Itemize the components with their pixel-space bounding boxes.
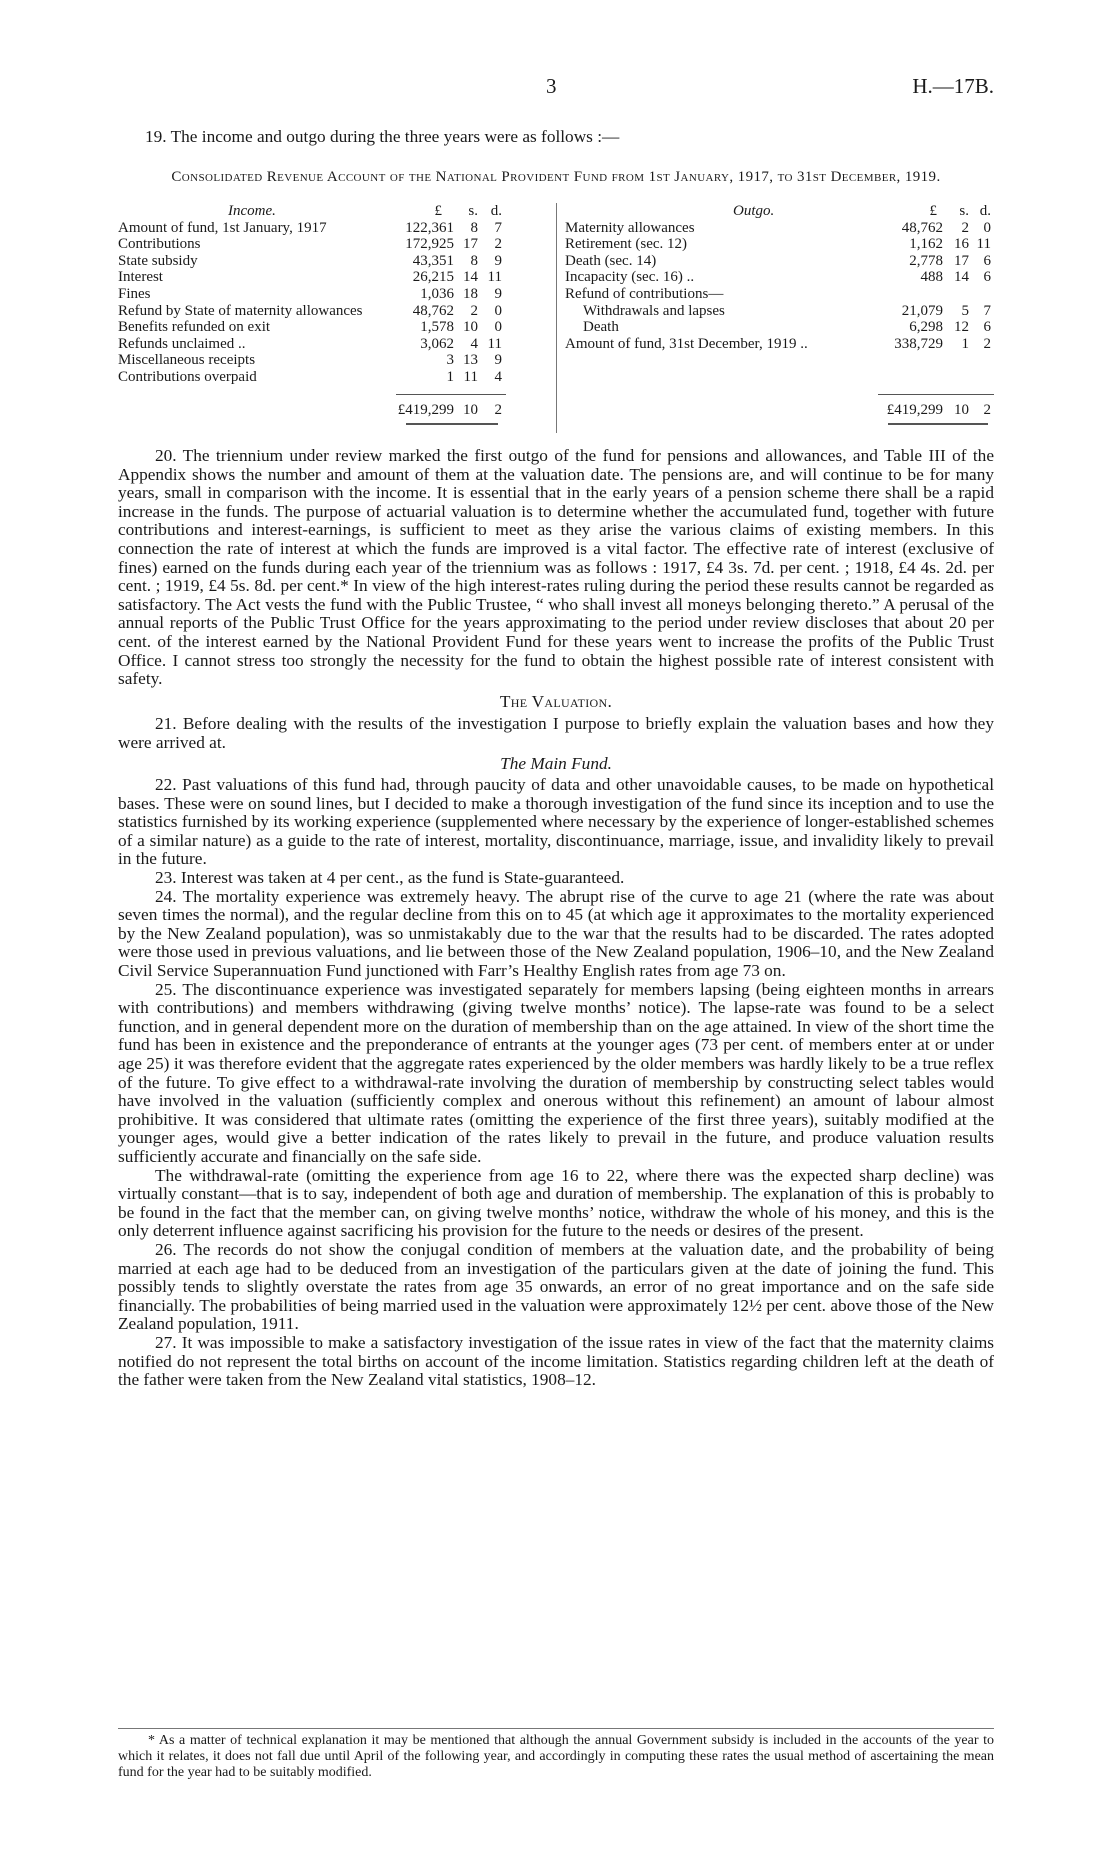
outgo-total-shillings: 10 bbox=[954, 402, 969, 418]
outgo-row-pence: 6 bbox=[983, 252, 991, 269]
income-row-pence: 11 bbox=[487, 335, 502, 352]
column-divider bbox=[556, 203, 557, 433]
income-rows bbox=[118, 220, 548, 386]
pence-col-header: d. bbox=[979, 203, 991, 219]
outgo-heading: Outgo. bbox=[733, 203, 775, 219]
outgo-row-pounds: 48,762 bbox=[901, 219, 943, 236]
outgo-row-label: Withdrawals and lapses bbox=[583, 302, 725, 319]
outgo-row-pounds: 1,162 bbox=[909, 236, 943, 253]
income-row-pounds: 3 bbox=[446, 352, 454, 369]
income-row-label: Refunds unclaimed .. bbox=[118, 335, 246, 352]
income-row-pounds: 43,351 bbox=[412, 252, 454, 269]
outgo-header-row bbox=[565, 203, 994, 220]
income-row-pence: 9 bbox=[494, 352, 502, 369]
income-column bbox=[118, 203, 548, 386]
income-row-pence: 0 bbox=[494, 319, 502, 336]
shillings-col-header: s. bbox=[468, 203, 478, 219]
income-row bbox=[118, 319, 548, 336]
outgo-row-shillings: 1 bbox=[961, 335, 969, 352]
income-row-label: Miscellaneous receipts bbox=[118, 352, 256, 369]
income-row-shillings: 8 bbox=[470, 219, 478, 236]
income-row-label: Amount of fund, 1st January, 1917 bbox=[118, 219, 327, 236]
paragraph-25-continued: The withdrawal-rate (omitting the experience from age 16 to 22, where there was the expected sharp decline) was virtually constant—that is to say, independent of both age and duration of membership. The explanation of this is probably to be found in the fact that the member can, on giving twelve months’ notice, withdraw the whole of his money, and this is the only deterrent influence against sacrificing his provision for the future to the needs or desires of the present. bbox=[118, 1165, 994, 1241]
paragraph-27: 27. It was impossible to make a satisfactory investigation of the issue rates in view of the fact that the maternity claims notified do not represent the total births on account of the income limitation. Statistics regarding children left at the death of the father were taken from the New Zealand vital statistics, 1908–12. bbox=[118, 1332, 994, 1390]
outgo-row-pence: 0 bbox=[983, 219, 991, 236]
income-row-label: Refund by State of maternity allowances bbox=[118, 302, 363, 319]
income-row-label: Contributions bbox=[118, 236, 201, 253]
income-row-shillings: 11 bbox=[463, 368, 478, 385]
section-heading-valuation: The Valuation. bbox=[499, 691, 613, 711]
outgo-total-pounds: £419,299 bbox=[886, 402, 943, 418]
outgo-row-pence: 7 bbox=[983, 302, 991, 319]
outgo-row-label: Amount of fund, 31st December, 1919 .. bbox=[565, 335, 808, 352]
outgo-row-pence: 6 bbox=[983, 319, 991, 336]
income-row-label: State subsidy bbox=[118, 252, 198, 269]
outgo-row-shillings: 17 bbox=[954, 252, 969, 269]
outgo-row-shillings: 16 bbox=[954, 236, 969, 253]
outgo-double-rule bbox=[888, 423, 988, 425]
outgo-row-shillings: 5 bbox=[961, 302, 969, 319]
income-row-pounds: 26,215 bbox=[412, 269, 454, 286]
outgo-row-shillings: 14 bbox=[954, 269, 969, 286]
income-total-pounds: £419,299 bbox=[397, 402, 454, 418]
outgo-row-pounds: 488 bbox=[920, 269, 943, 286]
income-row-shillings: 10 bbox=[463, 319, 478, 336]
income-row-pence: 7 bbox=[494, 219, 502, 236]
income-row-shillings: 13 bbox=[463, 352, 478, 369]
outgo-row-label: Maternity allowances bbox=[565, 219, 695, 236]
income-row-shillings: 18 bbox=[463, 285, 478, 302]
income-row-label: Contributions overpaid bbox=[118, 368, 257, 385]
outgo-row-pence: 6 bbox=[983, 269, 991, 286]
outgo-row-pounds: 6,298 bbox=[909, 319, 943, 336]
footnote-rule bbox=[118, 1728, 994, 1729]
outgo-row bbox=[565, 236, 994, 253]
outgo-row bbox=[565, 336, 994, 353]
outgo-row bbox=[565, 286, 994, 303]
outgo-row bbox=[565, 319, 994, 336]
outgo-total-row bbox=[565, 402, 994, 419]
pounds-col-header: £ bbox=[929, 203, 937, 219]
paragraph-21: 21. Before dealing with the results of the investigation I purpose to briefly explain the valuation bases and how they were arrived at. bbox=[118, 714, 994, 752]
income-row-label: Benefits refunded on exit bbox=[118, 319, 271, 336]
outgo-row-label: Refund of contributions— bbox=[565, 285, 724, 302]
income-row-pence: 4 bbox=[494, 368, 502, 385]
pence-col-header: d. bbox=[490, 203, 502, 219]
income-row-pence: 11 bbox=[487, 269, 502, 286]
outgo-row-label: Retirement (sec. 12) bbox=[565, 236, 688, 253]
paragraph-26: 26. The records do not show the conjugal condition of members at the valuation date, and the probability of being married at each age had to be deduced from an investigation of the particulars given at the date of joining the fund. This possibly tends to slightly overstate the rates from age 35 onwards, an error of no great importance and on the safe side financially. The probabilities of being married used in the valuation were approximately 12½ per cent. above those of the New Zealand population, 1911. bbox=[118, 1239, 994, 1334]
income-row-shillings: 2 bbox=[470, 302, 478, 319]
outgo-row-pence: 11 bbox=[976, 236, 991, 253]
income-row-pounds: 172,925 bbox=[405, 236, 454, 253]
section-heading-main-fund: The Main Fund. bbox=[500, 753, 612, 773]
income-header-row bbox=[118, 203, 548, 220]
income-row bbox=[118, 303, 548, 320]
outgo-row bbox=[565, 269, 994, 286]
outgo-row-pounds: 338,729 bbox=[894, 335, 943, 352]
outgo-row-label: Death (sec. 14) bbox=[565, 252, 657, 269]
document-reference: H.—17B. bbox=[912, 74, 994, 98]
income-total-row bbox=[118, 402, 548, 419]
outgo-rows bbox=[565, 220, 994, 353]
income-row-pence: 2 bbox=[494, 236, 502, 253]
income-double-rule bbox=[406, 423, 498, 425]
outgo-row-pence: 2 bbox=[983, 335, 991, 352]
outgo-row-pounds: 2,778 bbox=[909, 252, 943, 269]
outgo-row-label: Incapacity (sec. 16) .. bbox=[565, 269, 695, 286]
body-text bbox=[118, 447, 994, 1390]
page-number: 3 bbox=[546, 74, 557, 98]
outgo-row bbox=[565, 303, 994, 320]
outgo-row bbox=[565, 253, 994, 270]
income-row-pounds: 1 bbox=[446, 368, 454, 385]
income-row-shillings: 14 bbox=[463, 269, 478, 286]
outgo-row-label: Death bbox=[583, 319, 619, 336]
paragraph-20: 20. The triennium under review marked the first outgo of the fund for pensions and allowances, and Table III of the Appendix shows the number and amount of them at the valuation date. The pensions are, and will continue to be for many years, small in comparison with the income. It is essential that in the early years of a pension scheme there shall be a rapid increase in the funds. The purpose of actuarial valuation is to determine whether the accumulated fund, together with future contributions and interest-earnings, is sufficient to meet as they arise the various claims of existing members. In this connection the rate of interest at which the funds are improved is a vital factor. The effective rate of interest (exclusive of fines) earned on the funds during each year of the triennium was as follows : 1917, £4 3s. 7d. per cent. ; 1918, £4 4s. 2d. per cent. ; 1919, £4 5s. 8d. per cent.* In view of the high interest-rates ruling during the period these results cannot be regarded as satisfactory. The Act vests the fund with the Public Trustee, “ who shall invest all moneys belonging thereto.” A perusal of the annual reports of the Public Trust Office for the years approximating to the period under review discloses that about 20 per cent. of the interest earned by the National Provident Fund for these years went to increase the profits of the Public Trust Office. I cannot stress too strongly the necessity for the fund to obtain the highest possible rate of interest consistent with safety. bbox=[118, 446, 994, 689]
income-row bbox=[118, 336, 548, 353]
income-heading: Income. bbox=[228, 203, 276, 219]
income-row bbox=[118, 286, 548, 303]
income-row bbox=[118, 236, 548, 253]
account-title: Consolidated Revenue Account of the National Provident Fund from 1st January, 1917, to 31st December, 1919. bbox=[171, 169, 941, 185]
paragraph-25: 25. The discontinuance experience was investigated separately for members lapsing (being eighteen months in arrears with contributions) and members withdrawing (giving twelve months’ notice). The lapse-rate was found to be a select function, and in general dependent more on the duration of membership than on the age attained. In view of the short time the fund has been in existence and the preponderance of entrants at the younger ages (73 per cent. of members enter at or under age 25) it was therefore evident that the aggregate rates experienced by the older members was hardly likely to be a true reflex of the future. To give effect to a withdrawal-rate involving the duration of membership by constructing select tables would have involved in the valuation (sufficiently complex and onerous without this refinement) an amount of labour almost prohibitive. It was considered that ultimate rates (omitting the experience of the first three years), suitably modified at the younger ages, would give a better indication of the rates likely to prevail in the future, and produce valuation results sufficiently accurate and financially on the safe side. bbox=[118, 979, 994, 1166]
outgo-row bbox=[565, 220, 994, 237]
income-row-label: Fines bbox=[118, 285, 151, 302]
income-row-pence: 9 bbox=[494, 285, 502, 302]
shillings-col-header: s. bbox=[959, 203, 969, 219]
income-row-shillings: 17 bbox=[463, 236, 478, 253]
outgo-total-pence: 2 bbox=[983, 402, 991, 418]
revenue-account-table bbox=[118, 203, 994, 438]
income-row bbox=[118, 369, 548, 386]
income-row-pounds: 122,361 bbox=[405, 219, 454, 236]
paragraph-19: 19. The income and outgo during the three years were as follows :— bbox=[145, 127, 620, 146]
outgo-total-rule bbox=[878, 394, 994, 395]
outgo-row-shillings: 2 bbox=[961, 219, 969, 236]
income-row-pounds: 48,762 bbox=[412, 302, 454, 319]
income-row-pounds: 1,036 bbox=[420, 285, 454, 302]
income-row-pounds: 3,062 bbox=[420, 335, 454, 352]
income-row-pence: 9 bbox=[494, 252, 502, 269]
income-row-label: Interest bbox=[118, 269, 163, 286]
income-row bbox=[118, 253, 548, 270]
outgo-row-pounds: 21,079 bbox=[901, 302, 943, 319]
page-header bbox=[118, 74, 994, 98]
income-row-pounds: 1,578 bbox=[420, 319, 454, 336]
pounds-col-header: £ bbox=[434, 203, 442, 219]
income-row-shillings: 8 bbox=[470, 252, 478, 269]
outgo-column bbox=[565, 203, 994, 352]
income-row bbox=[118, 220, 548, 237]
outgo-row-shillings: 12 bbox=[954, 319, 969, 336]
footnote: * As a matter of technical explanation it may be mentioned that although the annual Government subsidy is included in the accounts of the year to which it relates, it does not fall due until April of the following year, and accordingly in computing these rates the usual method of ascertaining the mean fund for the year had to be suitably modified. bbox=[118, 1733, 994, 1780]
income-total-shillings: 10 bbox=[463, 402, 478, 418]
income-row bbox=[118, 269, 548, 286]
paragraph-24: 24. The mortality experience was extremely heavy. The abrupt rise of the curve to age 21 (where the rate was about seven times the normal), and the regular decline from this on to 45 (at which age it approximates to the mortality experienced by the New Zealand population), was so unmistakably due to the war that the results had to be discarded. The rates adopted were those used in previous valuations, and lie between those of the New Zealand population, 1906–10, and the New Zealand Civil Service Superannuation Fund junctioned with Farr’s Healthy English rates from age 73 on. bbox=[118, 886, 994, 981]
paragraph-23: 23. Interest was taken at 4 per cent., as the fund is State-guaranteed. bbox=[155, 868, 625, 888]
income-total-rule bbox=[396, 394, 506, 395]
income-row bbox=[118, 352, 548, 369]
paragraph-22: 22. Past valuations of this fund had, through paucity of data and other unavoidable causes, to be made on hypothetical bases. These were on sound lines, but I decided to make a thorough investigation of the fund since its inception and to use the statistics furnished by its working experience (supplemented where necessary by the experience of longer-established schemes of a similar nature) as a guide to the rate of interest, mortality, discontinuance, marriage, issue, and invalidity likely to prevail in the future. bbox=[118, 775, 994, 869]
income-total-pence: 2 bbox=[494, 402, 502, 418]
income-row-shillings: 4 bbox=[470, 335, 478, 352]
income-row-pence: 0 bbox=[494, 302, 502, 319]
